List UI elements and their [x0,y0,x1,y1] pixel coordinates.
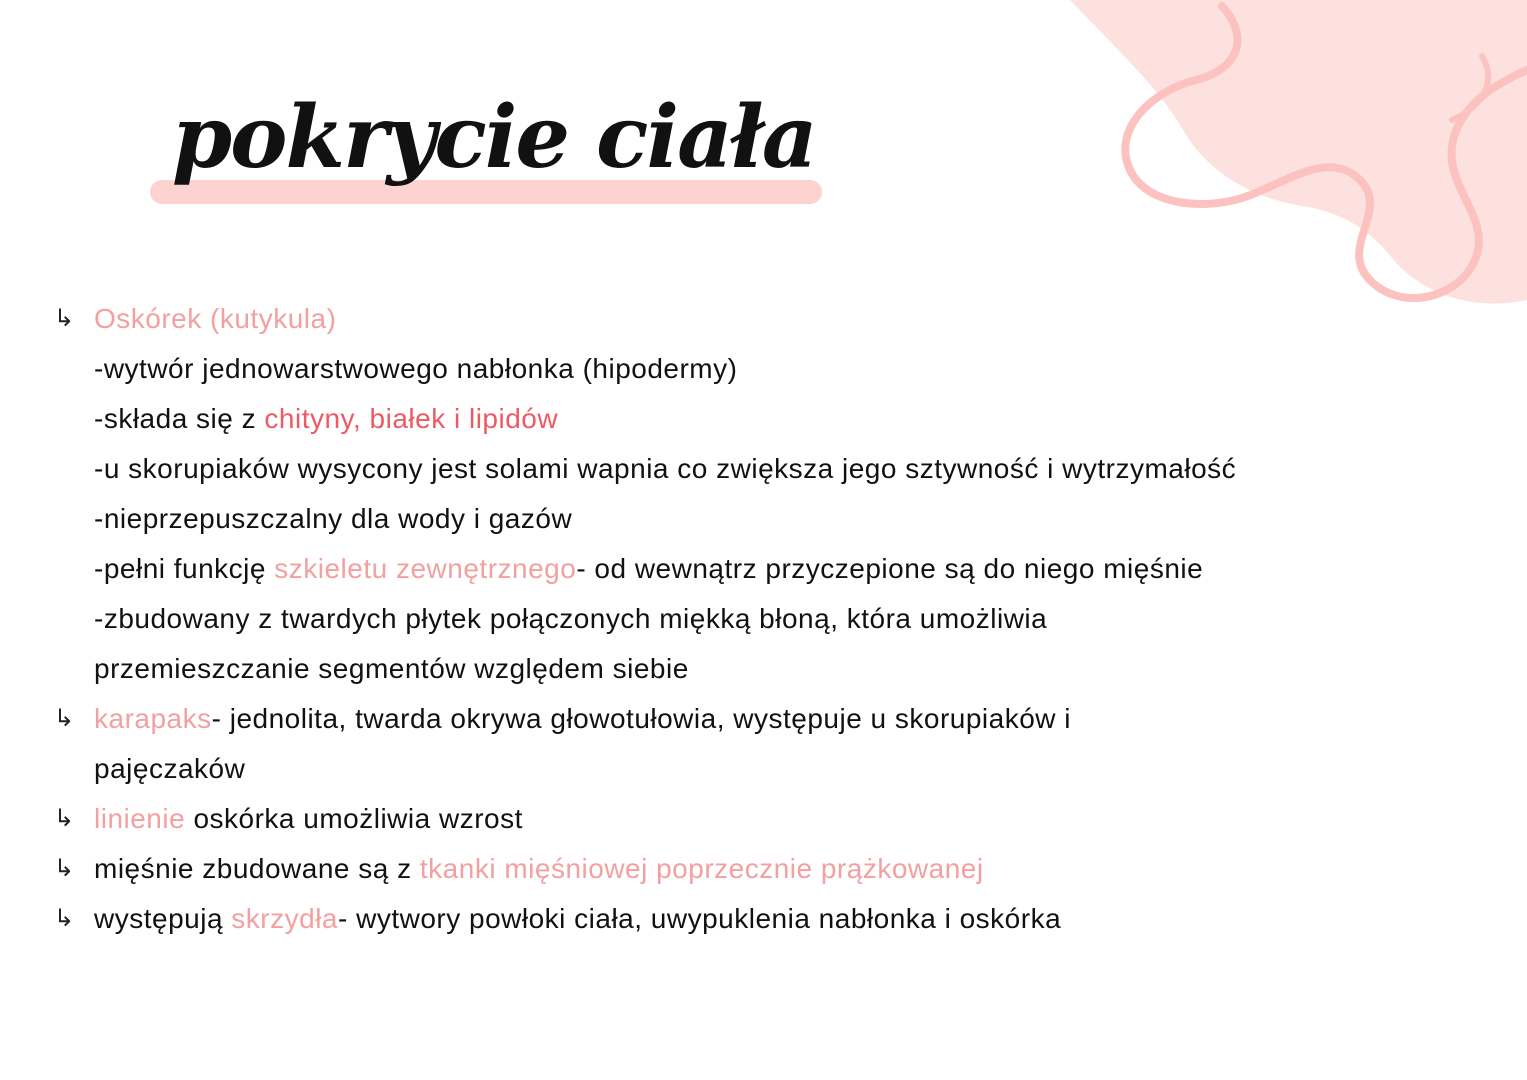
detail-text: -nieprzepuszczalny dla wody i gazów [94,503,573,534]
list-item-linienie [54,794,1494,844]
detail-text: - jednolita, twarda okrywa głowotułowia, występuje u skorupiaków i [211,703,1072,734]
detail-text: -zbudowany z twardych płytek połączonych miękką błoną, która umożliwia [94,603,1048,634]
detail-line [54,394,1494,444]
detail-text: -pełni funkcję [94,553,275,584]
detail-text: występują [94,903,232,934]
detail-text: -wytwór jednowarstwowego nabłonka (hipodermy) [94,353,738,384]
detail-text: - wytwory powłoki ciała, uwypuklenia nabłonka i oskórka [338,903,1062,934]
list-item-karapaks [54,694,1494,744]
curved-arrow-icon: ↳ [54,855,75,882]
title-block [150,80,850,210]
list-item-skrzydla [54,894,1494,944]
curved-arrow-icon: ↳ [54,905,75,932]
detail-text: -u skorupiaków wysycony jest solami wapnia co zwiększa jego sztywność i wytrzymałość [94,453,1237,484]
detail-text: oskórka umożliwia wzrost [185,803,523,834]
highlight-text: skrzydła [231,903,338,934]
detail-text: -składa się z [94,403,265,434]
highlight-text: tkanki mięśniowej poprzecznie prążkowanej [419,853,984,884]
curved-arrow-icon: ↳ [54,805,75,832]
list-item-oskorek [54,294,1494,344]
detail-text: mięśnie zbudowane są z [94,853,420,884]
curved-arrow-icon: ↳ [54,705,75,732]
detail-line [54,644,1494,694]
detail-line [54,594,1494,644]
notes-list [54,294,1494,944]
oskorek-heading: Oskórek (kutykula) [94,303,337,334]
detail-line [54,544,1494,594]
detail-text: - od wewnątrz przyczepione są do niego mięśnie [576,553,1204,584]
detail-line [54,344,1494,394]
detail-line [54,444,1494,494]
curved-arrow-icon: ↳ [54,305,75,332]
detail-line [54,494,1494,544]
list-item-miesnie [54,844,1494,894]
page-title: pokrycie ciała [172,87,816,188]
detail-text: przemieszczanie segmentów względem siebie [94,653,689,684]
highlight-text: karapaks [94,703,212,734]
detail-text: pajęczaków [94,753,246,784]
highlight-text: szkieletu zewnętrznego [274,553,577,584]
detail-line [54,744,1494,794]
highlight-text: chityny, białek i lipidów [264,403,559,434]
highlight-text: linienie [94,803,186,834]
